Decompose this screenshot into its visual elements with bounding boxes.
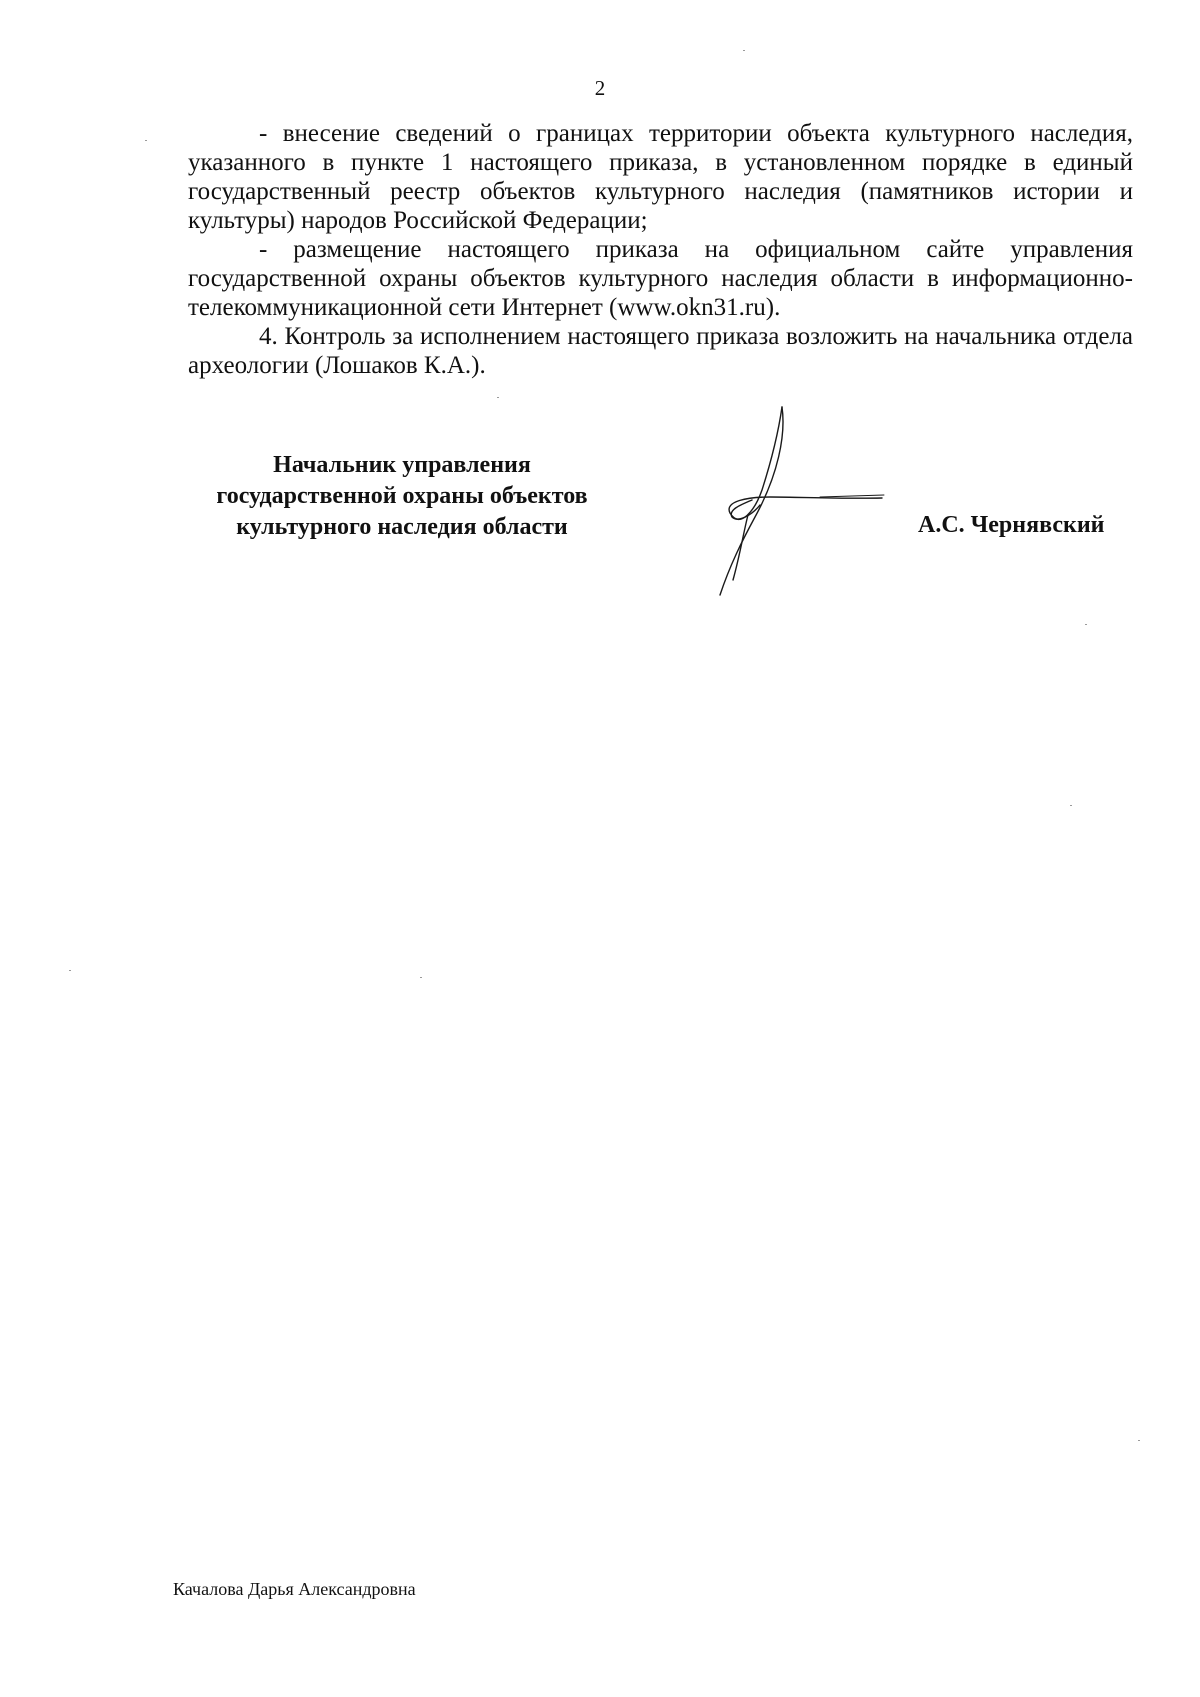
document-body <box>188 119 1133 380</box>
paragraph-control: 4. Контроль за исполнением настоящего приказа возложить на начальника отдела археологии (Лошаков К.А.). <box>188 323 1133 379</box>
scan-speck <box>69 970 71 971</box>
scan-speck <box>1085 624 1087 625</box>
scan-speck <box>743 50 745 51</box>
paragraph-registry-entry: - внесение сведений о границах территории объекта культурного наследия, указанного в пункте 1 настоящего приказа, в установленном порядке в единый государственный реестр объектов культурного наследия (памятников истории и культуры) народов Российской Федерации; <box>188 120 1133 234</box>
signatory-position-line: Начальник управления <box>273 452 531 478</box>
signatory-name: А.С. Чернявский <box>918 512 1105 538</box>
executor-name: Качалова Дарья Александровна <box>173 1579 416 1599</box>
paragraph-website-publication: - размещение настоящего приказа на официальном сайте управления государственной охраны объектов культурного наследия области в информационно-телекоммуникационной сети Интернет (www.okn31.ru). <box>188 236 1133 321</box>
scan-speck <box>1138 1440 1140 1441</box>
scan-speck <box>1070 805 1072 806</box>
signatory-position <box>190 450 614 543</box>
handwritten-signature <box>700 405 890 605</box>
scan-speck <box>497 397 499 398</box>
signatory-position-line: государственной охраны объектов <box>216 483 588 509</box>
scan-speck <box>420 977 422 978</box>
scan-speck <box>145 140 147 141</box>
page-number: 2 <box>594 76 606 100</box>
signatory-position-line: культурного наследия области <box>236 514 568 540</box>
